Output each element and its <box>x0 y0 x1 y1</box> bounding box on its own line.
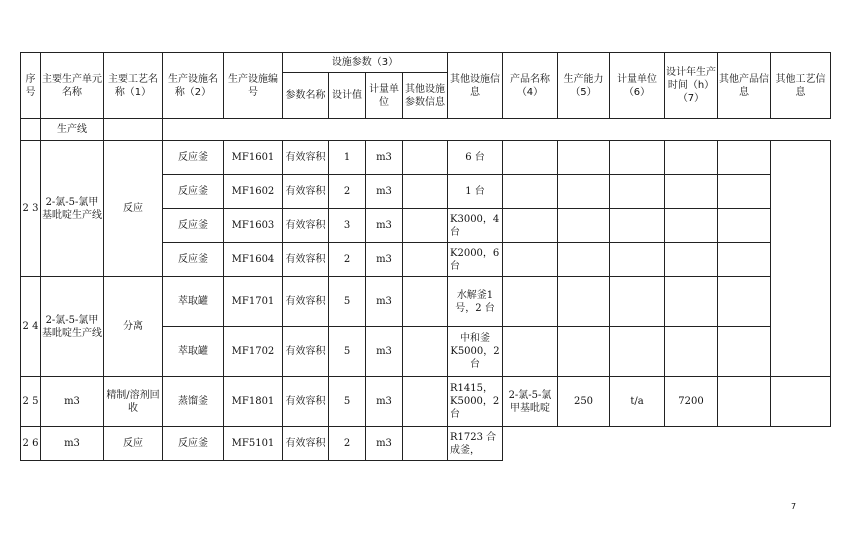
other-facility-cell: K3000，4 台 <box>448 209 503 243</box>
table-row <box>21 277 831 327</box>
other-facility-cell: 1 台 <box>448 175 503 209</box>
facility-cell: 反应釜 <box>163 243 224 277</box>
param-cell: 有效容积 <box>283 377 329 427</box>
product-cell: 2-氯-5-氯甲基吡啶 <box>503 377 558 427</box>
header-param-name: 参数名称 <box>283 73 329 119</box>
unit-cell: m3 <box>366 327 403 377</box>
header-params-group: 设施参数（3） <box>283 53 448 73</box>
unit-cell: m3 <box>41 427 104 461</box>
process-cell: 反应 <box>104 141 163 277</box>
facility-cell: 反应釜 <box>163 209 224 243</box>
value-cell: 5 <box>329 377 366 427</box>
param-cell: 有效容积 <box>283 427 329 461</box>
header-other-param: 其他设施参数信息 <box>403 73 448 119</box>
header-capacity-unit: 计量单位（6） <box>610 53 665 119</box>
header-other-process: 其他工艺信息 <box>771 53 831 119</box>
table-row <box>21 427 831 461</box>
param-cell: 有效容积 <box>283 175 329 209</box>
unit-cell: m3 <box>41 377 104 427</box>
table-row <box>21 377 831 427</box>
header-unit: 主要生产单元名称 <box>41 53 104 119</box>
param-cell: 有效容积 <box>283 277 329 327</box>
code-cell: MF1701 <box>224 277 283 327</box>
other-facility-cell: 中和釜K5000，2 台 <box>448 327 503 377</box>
header-facility-name: 生产设施名称（2） <box>163 53 224 119</box>
capacity-cell: 250 <box>558 377 610 427</box>
value-cell: 5 <box>329 277 366 327</box>
header-other-facility: 其他设施信息 <box>448 53 503 119</box>
param-cell: 有效容积 <box>283 327 329 377</box>
facility-cell: 蒸馏釜 <box>163 377 224 427</box>
page-number: 7 <box>791 502 797 511</box>
other-facility-cell: K2000，6 台 <box>448 243 503 277</box>
unit-cell: m3 <box>366 377 403 427</box>
process-cell: 反应 <box>104 427 163 461</box>
header-design-value: 设计值 <box>329 73 366 119</box>
other-facility-cell: R1723 合成釜， <box>448 427 503 461</box>
other-facility-cell: R1415，K5000，2 台 <box>448 377 503 427</box>
header-other-product: 其他产品信息 <box>718 53 771 119</box>
header-product-name: 产品名称（4） <box>503 53 558 119</box>
other-facility-cell: 水解釜1 号，2 台 <box>448 277 503 327</box>
value-cell: 1 <box>329 141 366 175</box>
code-cell: MF1601 <box>224 141 283 175</box>
unit-cell: m3 <box>366 175 403 209</box>
header-design-hours: 设计年生产时间（h）（7） <box>665 53 718 119</box>
process-cell: 精制/溶剂回收 <box>104 377 163 427</box>
header-process: 主要工艺名称（1） <box>104 53 163 119</box>
value-cell: 3 <box>329 209 366 243</box>
capacity-unit-cell: t/a <box>610 377 665 427</box>
unit-cell: 2-氯-5-氯甲基吡啶生产线 <box>41 277 104 377</box>
unit-cell: m3 <box>366 209 403 243</box>
seq-cell: 2 4 <box>21 277 41 377</box>
facility-cell: 萃取罐 <box>163 277 224 327</box>
code-cell: MF1801 <box>224 377 283 427</box>
seq-cell: 2 5 <box>21 377 41 427</box>
unit-cell: m3 <box>366 427 403 461</box>
value-cell: 2 <box>329 243 366 277</box>
facility-table <box>20 52 831 461</box>
unit-cell: 生产线 <box>41 119 104 141</box>
value-cell: 2 <box>329 427 366 461</box>
design-hours-cell: 7200 <box>665 377 718 427</box>
header-capacity: 生产能力（5） <box>558 53 610 119</box>
header-seq: 序号 <box>21 53 41 119</box>
code-cell: MF1604 <box>224 243 283 277</box>
process-cell: 分离 <box>104 277 163 377</box>
header-facility-code: 生产设施编号 <box>224 53 283 119</box>
table-row <box>21 141 831 175</box>
param-cell: 有效容积 <box>283 243 329 277</box>
param-cell: 有效容积 <box>283 209 329 243</box>
value-cell: 2 <box>329 175 366 209</box>
facility-cell: 反应釜 <box>163 427 224 461</box>
code-cell: MF1602 <box>224 175 283 209</box>
code-cell: MF1702 <box>224 327 283 377</box>
unit-cell: m3 <box>366 243 403 277</box>
header-measure-unit: 计量单位 <box>366 73 403 119</box>
unit-cell: m3 <box>366 277 403 327</box>
unit-cell: m3 <box>366 141 403 175</box>
code-cell: MF1603 <box>224 209 283 243</box>
table-row <box>21 119 831 141</box>
seq-cell: 2 3 <box>21 141 41 277</box>
param-cell: 有效容积 <box>283 141 329 175</box>
unit-cell: 2-氯-5-氯甲基吡啶生产线 <box>41 141 104 277</box>
facility-cell: 反应釜 <box>163 175 224 209</box>
value-cell: 5 <box>329 327 366 377</box>
facility-cell: 萃取罐 <box>163 327 224 377</box>
other-facility-cell: 6 台 <box>448 141 503 175</box>
seq-cell: 2 6 <box>21 427 41 461</box>
code-cell: MF5101 <box>224 427 283 461</box>
facility-cell: 反应釜 <box>163 141 224 175</box>
